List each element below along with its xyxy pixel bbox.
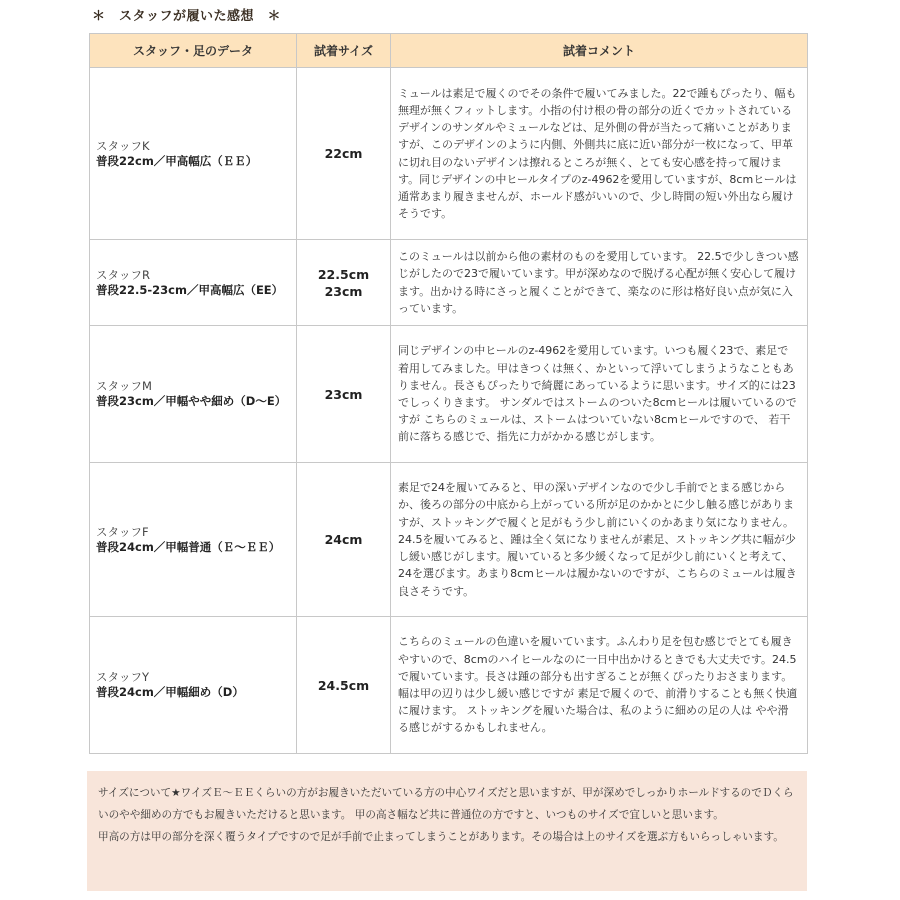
foot-data: 普段22.5-23cm／甲高幅広（EE）: [96, 282, 284, 297]
trial-size: 23cm: [324, 283, 363, 299]
size-cell: [297, 240, 391, 326]
staff-name: スタッフF: [96, 524, 149, 539]
staff-name: スタッフK: [96, 138, 150, 153]
foot-data: 普段24cm／甲幅細め（D）: [96, 685, 244, 699]
trial-size: 24.5cm: [317, 677, 370, 693]
size-note: [87, 771, 807, 891]
staff-name: スタッフR: [96, 267, 150, 282]
staff-name: スタッフY: [96, 670, 150, 684]
foot-data: 普段23cm／甲幅やや細め（D～E）: [96, 394, 287, 408]
section-title: ＊ スタッフが履いた感想 ＊: [92, 9, 282, 24]
staff-cell: [90, 463, 297, 617]
size-cell: [297, 68, 391, 240]
trial-comment: ミュールは素足で履くのでその条件で履いてみました。22で踵もぴったり、幅も無理が無くフィットします。小指の付け根の骨の部分の近くでカットされているデザインのサンダルやミュールなどは、足外側の骨が当たって痛いことがありますが、このデザインのように内側、外側共に底に近い部分が一枚になって、甲革に切れ目のないデザインは擦れるところが無く、とても安心感を持って履けます。同じデザインの中ヒールタイプのz-4962を愛用していますが、8cmヒールは通常あまり履きませんが、ホールド感がいいので、少し時間の短い外出なら履けそうです。: [391, 68, 808, 240]
staff-cell: [90, 240, 297, 326]
trial-size: 22.5cm: [317, 266, 370, 282]
table-row: [90, 240, 808, 326]
size-note-paragraph: サイズについて★ワイズＥ～ＥＥくらいの方がお履きいただいている方の中心ワイズだと思いますが、甲が深めでしっかりホールドするのでＤくらいのやや細めの方でもお履きいただけると思います。 甲の高さ幅など共に普通位の方ですと、いつものサイズで宜しいと思います。: [98, 787, 794, 821]
trial-comment: 同じデザインの中ヒールのz-4962を愛用しています。いつも履く23で、素足で着用してみました。甲はきつくは無く、かといって浮いてしまうようなこともありません。長さもぴったりで綺麗にあっているように思います。サイズ的には23でしっくりきます。 サンダルではストームのついた8cmヒールは履いているのですが こちらのミュールは、ストームはついていない8cmヒールですので、 若干前に落ちる感じで、指先に力がかかる感じがします。: [391, 326, 808, 463]
table-row: [90, 463, 808, 617]
staff-cell: [90, 68, 297, 240]
staff-name: スタッフM: [96, 379, 152, 393]
table-row: [90, 68, 808, 240]
table-row: [90, 617, 808, 754]
foot-data: 普段24cm／甲幅普通（Ｅ～ＥＥ）: [96, 539, 281, 554]
trial-comment: 素足で24を履いてみると、甲の深いデザインなので少し手前でとまる感じからか、後ろの部分の中底から上がっている所が足のかかとに少し触る感じがありますが、ストッキングで履くと足がもう少し前にいくのかあまり気になりません。 24.5を履いてみると、踵は全く気になりませんが素足、ストッキング共に幅が少し緩い感じがします。履いていると多少緩くなって足が少し前にいくと考えて、24を選びます。あまり8cmヒールは履かないのですが、こちらのミュールは履き良さそうです。: [391, 463, 808, 617]
trial-comment: このミュールは以前から他の素材のものを愛用しています。 22.5で少しきつい感じがしたので23で履いています。甲が深めなので脱げる心配が無く安心して履けます。出かける時にさっと履くことができて、楽なのに形は格好良い点が気に入っています。: [391, 240, 808, 326]
trial-size: 24cm: [324, 532, 363, 547]
staff-cell: [90, 326, 297, 463]
size-cell: [297, 617, 391, 754]
trial-comment: こちらのミュールの色違いを履いています。ふんわり足を包む感じでとても履きやすいので、8cmのハイヒールなのに一日中出かけるときでも大丈夫です。24.5で履いています。長さは踵の部分も出すぎることが無くぴったりおさまります。幅は甲の辺りは少し緩い感じですが 素足で履くので、前滑りすることも無く快適に履けます。 ストッキングを履いた場合は、私のように細めの足の人は やや滑る感じがするかもしれません。: [391, 617, 808, 754]
header-staff-data: スタッフ・足のデータ: [90, 34, 297, 68]
size-cell: [297, 463, 391, 617]
trial-size: 23cm: [324, 386, 363, 402]
size-note-paragraph: 甲高の方は甲の部分を深く覆うタイプですので足が手前で止まってしまうことがあります。その場合は上のサイズを選ぶ方もいらっしゃいます。: [98, 831, 784, 843]
staff-review-table: [89, 33, 808, 754]
trial-size: 22cm: [324, 146, 363, 161]
size-cell: [297, 326, 391, 463]
table-header-row: [90, 34, 808, 68]
foot-data: 普段22cm／甲高幅広（ＥＥ）: [96, 153, 258, 168]
table-row: [90, 326, 808, 463]
header-trial-size: 試着サイズ: [297, 34, 391, 68]
header-trial-comment: 試着コメント: [391, 34, 808, 68]
staff-cell: [90, 617, 297, 754]
